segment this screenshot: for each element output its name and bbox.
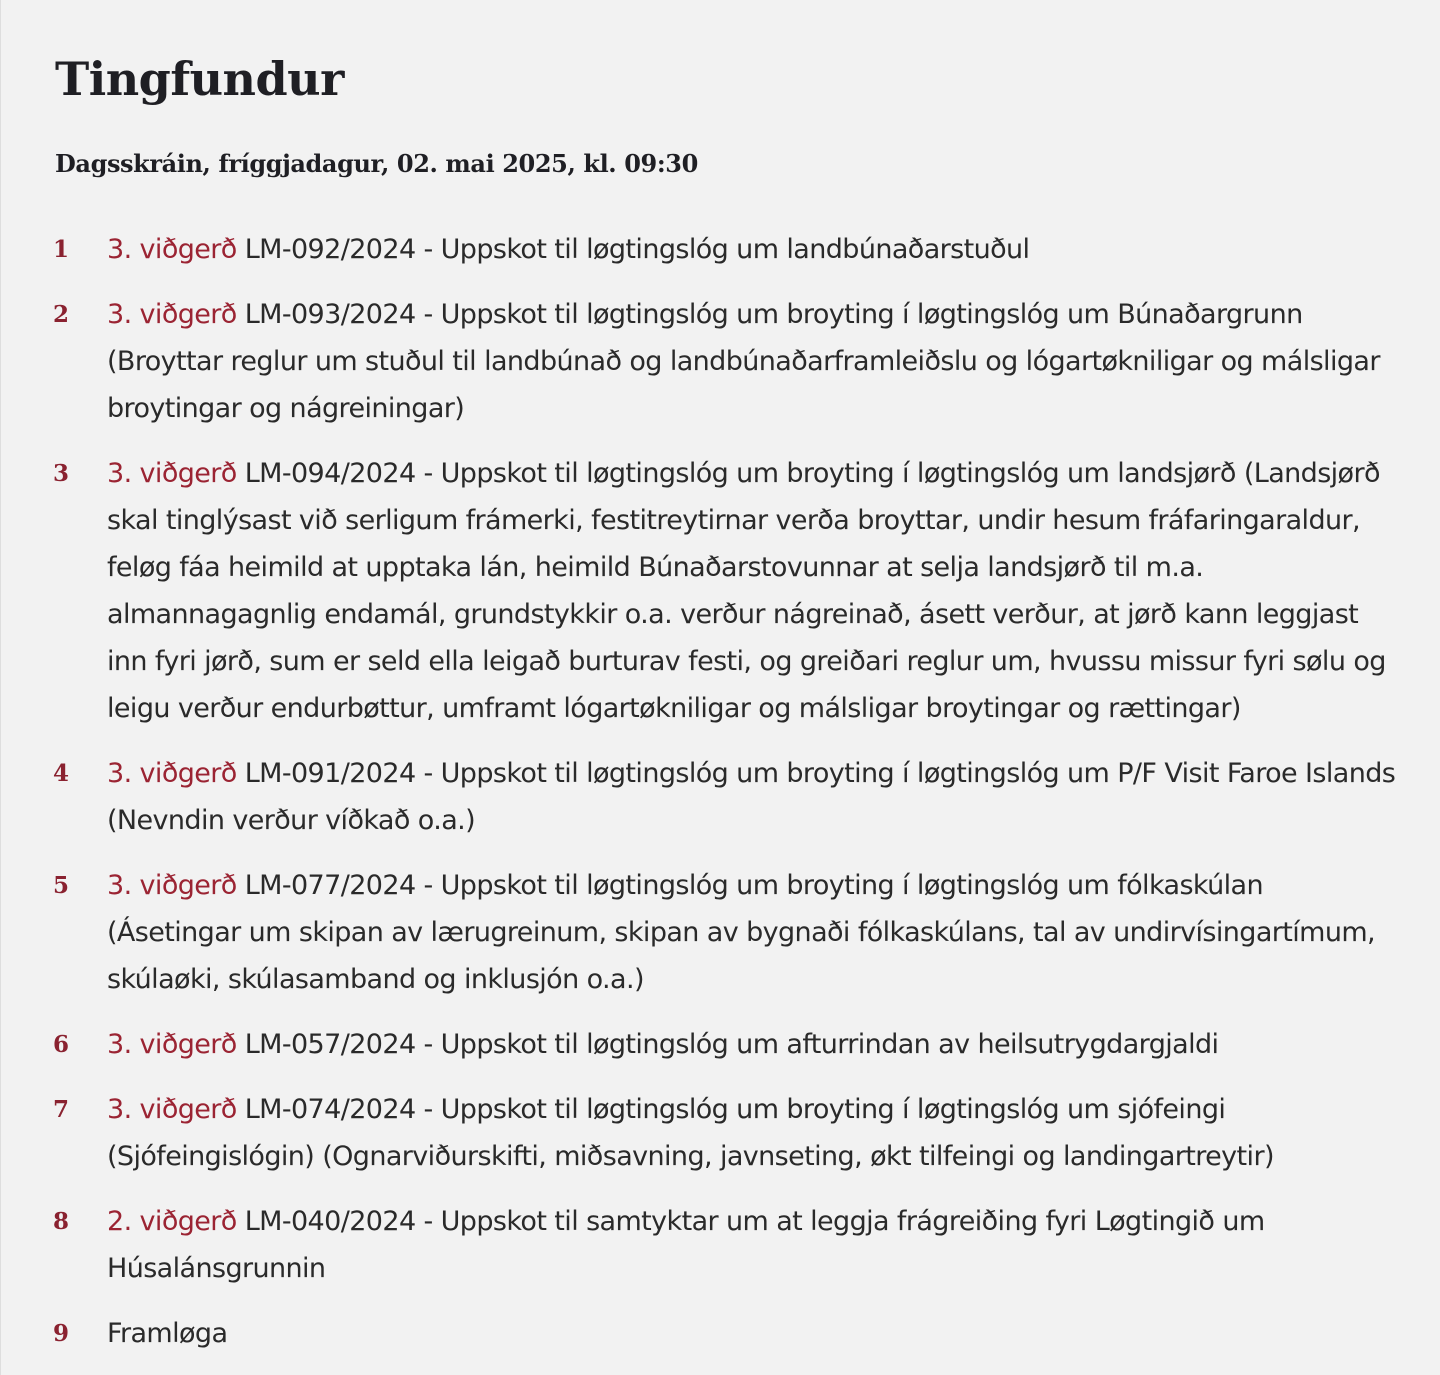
agenda-item-text: [107, 226, 1397, 273]
agenda-item: [1, 450, 1440, 732]
agenda-date-subtitle: Dagsskráin, fríggjadagur, 02. mai 2025, kl. 09:30: [55, 149, 698, 178]
reading-link[interactable]: 3. viðgerð: [107, 758, 237, 789]
agenda-item-number: 8: [53, 1208, 70, 1235]
agenda-item-description: LM-077/2024 - Uppskot til løgtingslóg um broyting í løgtingslóg um fólkaskúlan (Ásetingar um skipan av lærugreinum, skipan av bygnaði fólkaskúlans, tal av undirvísingartímum, skúlaøki, skúlasamband og inklusjón o.a.): [107, 870, 1376, 995]
reading-link[interactable]: 3. viðgerð: [107, 234, 237, 265]
agenda-item-text: [107, 750, 1397, 844]
agenda-item-text: [107, 1198, 1397, 1292]
agenda-item-number: 9: [53, 1320, 70, 1347]
agenda-item-number: 4: [53, 760, 70, 787]
agenda-item: [1, 1198, 1440, 1292]
agenda-list: [1, 226, 1440, 1375]
agenda-item-text: [107, 1021, 1397, 1068]
agenda-item: [1, 291, 1440, 432]
agenda-item-text: [107, 450, 1397, 732]
agenda-item: [1, 1021, 1440, 1068]
agenda-item-description: LM-057/2024 - Uppskot til løgtingslóg um afturrindan av heilsutrygdargjaldi: [236, 1029, 1219, 1060]
agenda-item-number: 2: [53, 301, 70, 328]
agenda-item: [1, 750, 1440, 844]
agenda-item-description: LM-040/2024 - Uppskot til samtyktar um at leggja frágreiðing fyri Løgtingið um Húsalánsgrunnin: [107, 1206, 1265, 1284]
agenda-item-description: LM-092/2024 - Uppskot til løgtingslóg um landbúnaðarstuðul: [236, 234, 1030, 265]
page-title: Tingfundur: [55, 52, 344, 106]
agenda-item-number: 7: [53, 1096, 70, 1123]
reading-link[interactable]: 3. viðgerð: [107, 458, 237, 489]
agenda-item-number: 1: [53, 236, 70, 263]
reading-link[interactable]: 3. viðgerð: [107, 1094, 237, 1125]
reading-link[interactable]: 3. viðgerð: [107, 299, 237, 330]
agenda-item-description: LM-091/2024 - Uppskot til løgtingslóg um broyting í løgtingslóg um P/F Visit Faroe Islands (Nevndin verður víðkað o.a.): [107, 758, 1396, 836]
reading-link[interactable]: 3. viðgerð: [107, 1029, 237, 1060]
agenda-item-number: 3: [53, 460, 70, 487]
reading-link[interactable]: 3. viðgerð: [107, 870, 237, 901]
agenda-item-text: [107, 862, 1397, 1003]
agenda-item-description: LM-093/2024 - Uppskot til løgtingslóg um broyting í løgtingslóg um Búnaðargrunn (Broyttar reglur um stuðul til landbúnað og landbúnaðarframleiðslu og lógartøkniligar og málsligar broytingar og nágreiningar): [107, 299, 1380, 424]
agenda-item-description: LM-094/2024 - Uppskot til løgtingslóg um broyting í løgtingslóg um landsjørð (Landsjørð skal tinglýsast við serligum frámerki, festitreytirnar verða broyttar, undir hesum fráfaringaraldur, feløg fáa heimild at upptaka lán, heimild Búnaðarstovunnar at selja landsjørð til m.a. almannagagnlig endamál, grundstykkir o.a. verður nágreinað, ásett verður, at jørð kann leggjast inn fyri jørð, sum er seld ella leigað burturav festi, og greiðari reglur um, hvussu missur fyri sølu og leigu verður endurbøttur, umframt lógartøkniligar og málsligar broytingar og rættingar): [107, 458, 1386, 724]
agenda-item: [1, 1310, 1440, 1357]
agenda-item-text: [107, 1310, 1397, 1357]
agenda-item-description: LM-074/2024 - Uppskot til løgtingslóg um broyting í løgtingslóg um sjófeingi (Sjófeingislógin) (Ognarviðurskifti, miðsavning, javnseting, økt tilfeingi og landingartreytir): [107, 1094, 1274, 1172]
agenda-item-text: [107, 291, 1397, 432]
agenda-item-description: Framløga: [107, 1318, 228, 1349]
reading-link[interactable]: 2. viðgerð: [107, 1206, 237, 1237]
agenda-item-number: 6: [53, 1031, 70, 1058]
agenda-item: [1, 1086, 1440, 1180]
agenda-item-number: 5: [53, 872, 70, 899]
agenda-item-text: [107, 1086, 1397, 1180]
agenda-item: [1, 862, 1440, 1003]
agenda-item: [1, 226, 1440, 273]
